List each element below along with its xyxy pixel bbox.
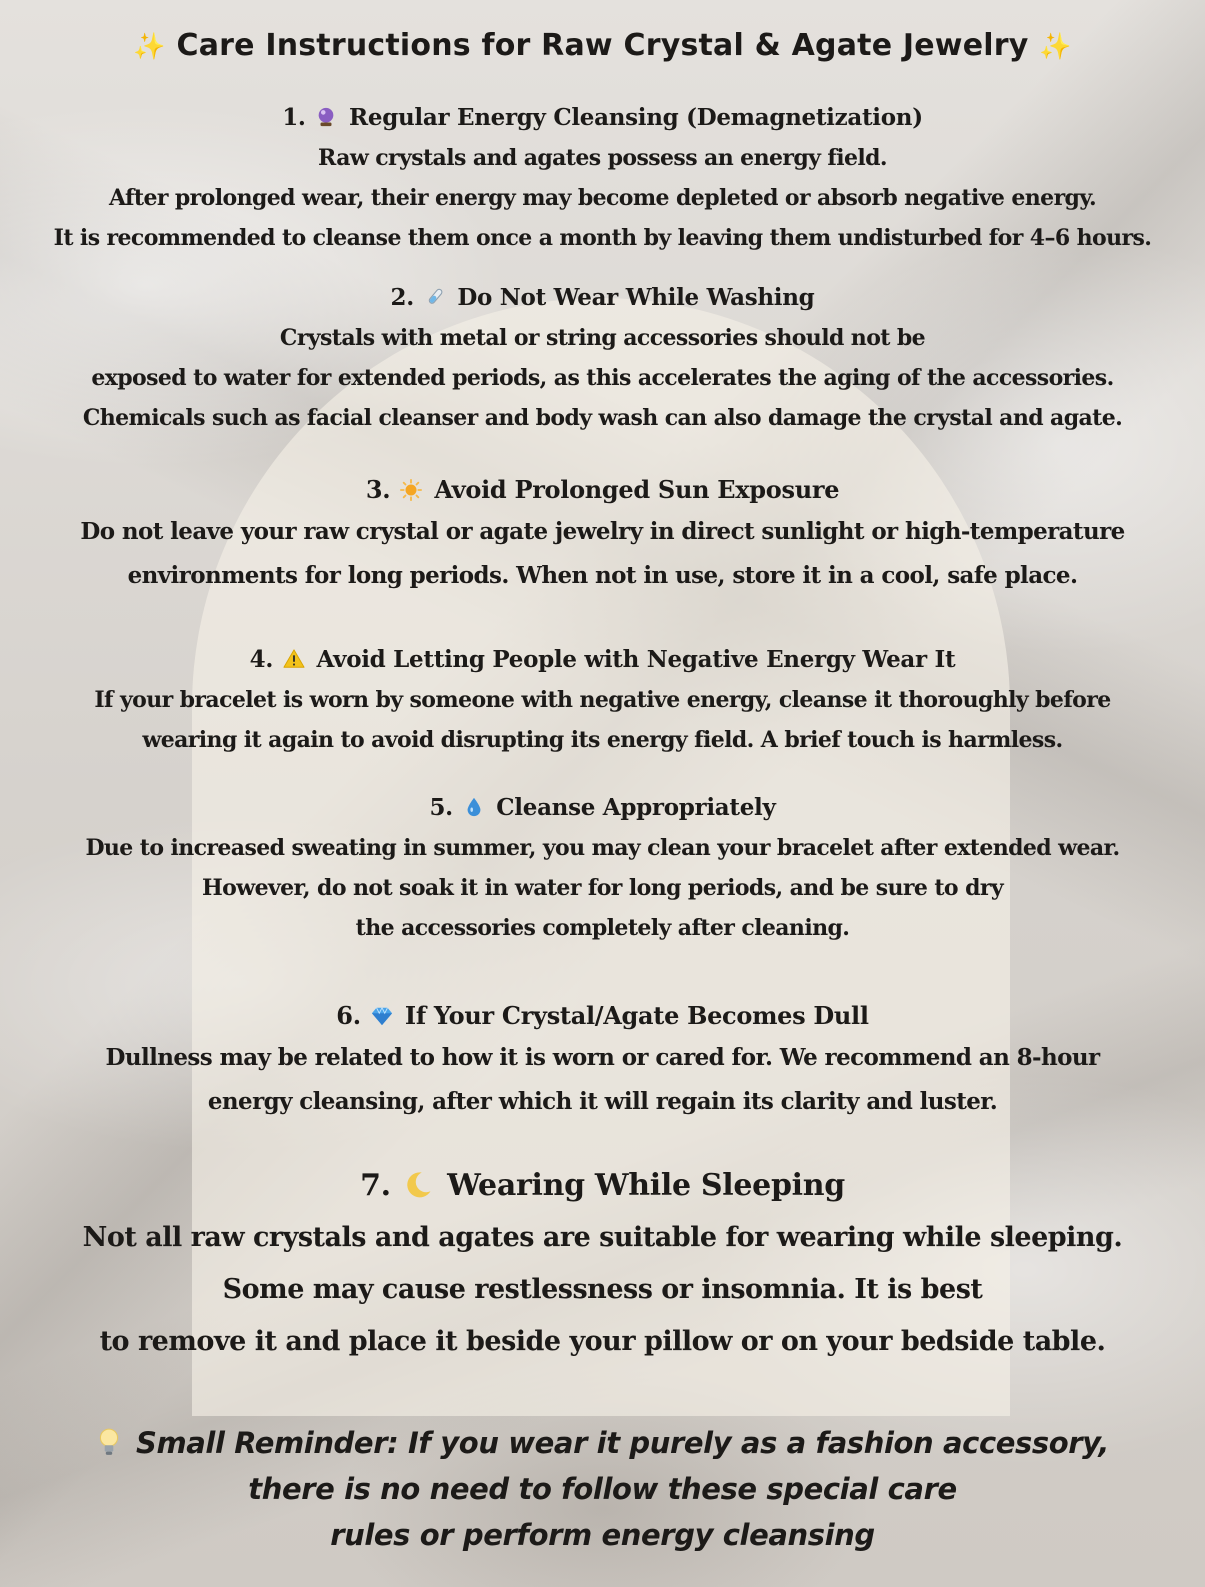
- page-title: [0, 28, 1205, 63]
- section-heading: [0, 640, 1205, 680]
- section-text-line: Some may cause restlessness or insomnia. It is best: [222, 1274, 983, 1305]
- section-number: 2.: [390, 284, 414, 311]
- section-text-line: energy cleansing, after which it will regain its clarity and luster.: [207, 1088, 998, 1115]
- test-tube-icon: [424, 286, 446, 308]
- crescent-moon-icon: [403, 1170, 433, 1200]
- section-negative-energy: [0, 640, 1205, 760]
- section-heading-text: Avoid Prolonged Sun Exposure: [434, 475, 840, 504]
- gem-icon: [371, 1005, 393, 1027]
- section-text-line: exposed to water for extended periods, as this accelerates the aging of the accessories.: [91, 365, 1114, 391]
- section-text-line: Raw crystals and agates possess an energy field.: [318, 145, 887, 171]
- section-energy-cleansing: [0, 98, 1205, 258]
- section-text-line: It is recommended to cleanse them once a month by leaving them undisturbed for 4–6 hours.: [53, 225, 1152, 251]
- small-reminder: [0, 1420, 1205, 1558]
- section-number: 4.: [249, 646, 274, 673]
- section-heading-text: Regular Energy Cleansing (Demagnetization): [349, 104, 923, 131]
- section-heading: [0, 278, 1205, 318]
- crystal-ball-icon: [315, 106, 337, 128]
- warning-icon: [283, 648, 305, 670]
- section-text-line: Not all raw crystals and agates are suitable for wearing while sleeping.: [82, 1222, 1123, 1253]
- section-heading-text: Wearing While Sleeping: [447, 1168, 845, 1203]
- section-text-line: the accessories completely after cleaning.: [355, 915, 850, 941]
- sun-icon: [400, 479, 422, 501]
- section-number: 3.: [365, 475, 391, 504]
- section-heading: [0, 996, 1205, 1036]
- section-heading: [0, 788, 1205, 828]
- sparkles-icon: ✨: [1039, 32, 1072, 62]
- section-text-line: Chemicals such as facial cleanser and body wash can also damage the crystal and agate.: [82, 405, 1123, 431]
- section-heading-text: Cleanse Appropriately: [496, 794, 776, 821]
- section-text-line: Do not leave your raw crystal or agate jewelry in direct sunlight or high-temperature: [80, 518, 1125, 545]
- reminder-text: Small Reminder: If you wear it purely as a fashion accessory,: [135, 1426, 1110, 1460]
- reminder-line: there is no need to follow these special care: [248, 1472, 957, 1506]
- section-text-line: Dullness may be related to how it is worn or cared for. We recommend an 8-hour: [105, 1044, 1100, 1071]
- section-sleeping: [0, 1160, 1205, 1368]
- light-bulb-icon: [96, 1427, 122, 1457]
- section-washing: [0, 278, 1205, 438]
- section-text-line: wearing it again to avoid disrupting its energy field. A brief touch is harmless.: [142, 727, 1063, 753]
- section-number: 7.: [360, 1168, 391, 1203]
- section-heading: [0, 1160, 1205, 1212]
- section-text-line: After prolonged wear, their energy may become depleted or absorb negative energy.: [108, 185, 1097, 211]
- section-number: 1.: [282, 104, 306, 131]
- section-text-line: to remove it and place it beside your pillow or on your bedside table.: [99, 1326, 1106, 1357]
- section-text-line: However, do not soak it in water for long periods, and be sure to dry: [201, 875, 1004, 901]
- section-heading-text: If Your Crystal/Agate Becomes Dull: [404, 1001, 869, 1030]
- section-heading-text: Avoid Letting People with Negative Energy Wear It: [316, 646, 956, 673]
- reminder-line: [0, 1420, 1205, 1466]
- section-text-line: Crystals with metal or string accessories should not be: [279, 325, 926, 351]
- section-text-line: Due to increased sweating in summer, you may clean your bracelet after extended wear.: [85, 835, 1120, 861]
- section-sun-exposure: [0, 470, 1205, 598]
- section-number: 5.: [429, 794, 453, 821]
- droplet-icon: [463, 796, 485, 818]
- section-text-line: If your bracelet is worn by someone with negative energy, cleanse it thoroughly before: [94, 687, 1111, 713]
- section-dull-crystal: [0, 996, 1205, 1124]
- section-heading: [0, 98, 1205, 138]
- section-text-line: environments for long periods. When not in use, store it in a cool, safe place.: [127, 562, 1078, 589]
- sparkles-icon: ✨: [133, 32, 166, 62]
- reminder-line: rules or perform energy cleansing: [330, 1518, 875, 1552]
- section-heading: [0, 470, 1205, 510]
- page-title-text: Care Instructions for Raw Crystal & Agate Jewelry: [176, 28, 1029, 63]
- section-number: 6.: [336, 1001, 361, 1030]
- section-heading-text: Do Not Wear While Washing: [457, 284, 815, 311]
- section-cleanse: [0, 788, 1205, 948]
